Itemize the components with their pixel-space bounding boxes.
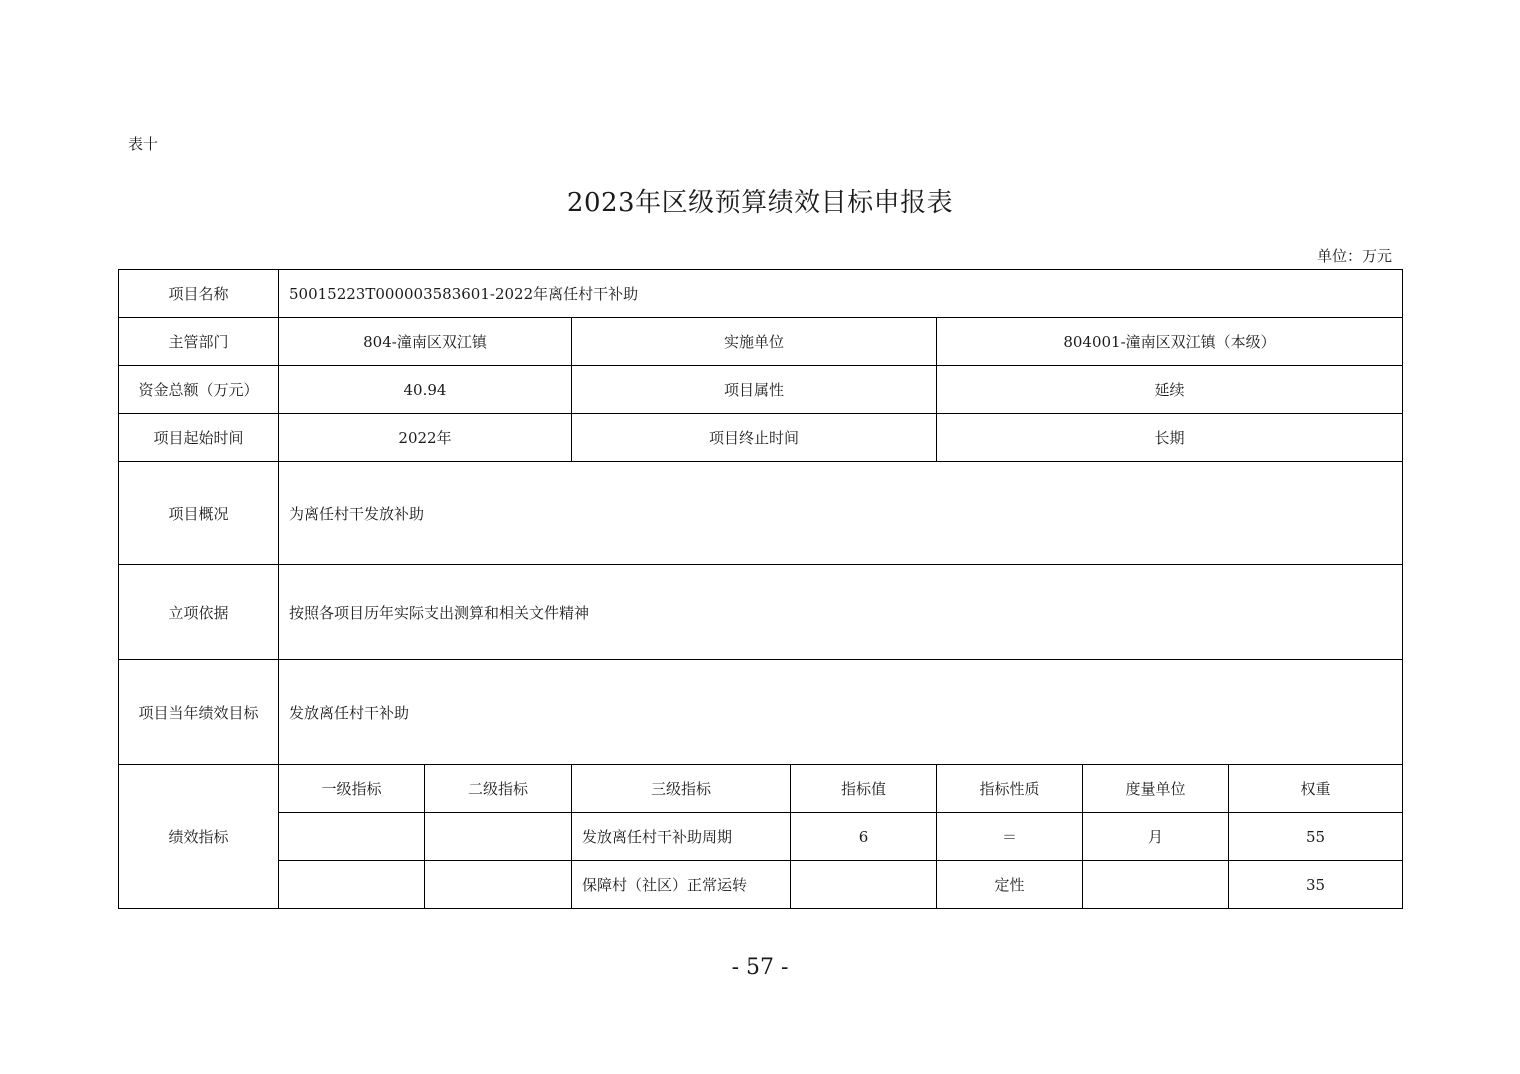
fund-total-label: 资金总额（万元） bbox=[119, 366, 279, 414]
row-funding bbox=[119, 366, 1403, 414]
row-department bbox=[119, 318, 1403, 366]
indicator-cell bbox=[791, 861, 937, 909]
row-overview bbox=[119, 462, 1403, 565]
indicator-row bbox=[119, 813, 1403, 861]
department-label: 主管部门 bbox=[119, 318, 279, 366]
row-period bbox=[119, 414, 1403, 462]
project-attribute-value: 延续 bbox=[937, 366, 1403, 414]
table-label: 表十 bbox=[128, 135, 159, 153]
indicator-header-cell: 二级指标 bbox=[425, 765, 572, 813]
indicator-cell bbox=[279, 813, 425, 861]
row-annual-goal bbox=[119, 660, 1403, 765]
budget-form-table bbox=[118, 269, 1403, 909]
indicator-cell: 定性 bbox=[937, 861, 1083, 909]
indicator-header-cell: 指标性质 bbox=[937, 765, 1083, 813]
indicator-cell: 发放离任村干补助周期 bbox=[572, 813, 791, 861]
indicator-cell: 月 bbox=[1083, 813, 1229, 861]
indicator-header-cell: 度量单位 bbox=[1083, 765, 1229, 813]
end-time-label: 项目终止时间 bbox=[572, 414, 937, 462]
indicator-cell: 保障村（社区）正常运转 bbox=[572, 861, 791, 909]
row-basis bbox=[119, 565, 1403, 660]
indicator-header-cell: 三级指标 bbox=[572, 765, 791, 813]
department-value: 804-潼南区双江镇 bbox=[279, 318, 572, 366]
basis-value: 按照各项目历年实际支出测算和相关文件精神 bbox=[279, 565, 1403, 660]
unit-label: 单位：万元 bbox=[1316, 247, 1392, 265]
annual-goal-value: 发放离任村干补助 bbox=[279, 660, 1403, 765]
implementing-unit-label: 实施单位 bbox=[572, 318, 937, 366]
start-time-value: 2022年 bbox=[279, 414, 572, 462]
indicator-cell bbox=[425, 813, 572, 861]
row-project-name bbox=[119, 270, 1403, 318]
project-name-value: 50015223T000003583601-2022年离任村干补助 bbox=[279, 270, 1403, 318]
indicator-header-cell: 指标值 bbox=[791, 765, 937, 813]
annual-goal-label: 项目当年绩效目标 bbox=[119, 660, 279, 765]
indicator-row bbox=[119, 861, 1403, 909]
implementing-unit-value: 804001-潼南区双江镇（本级） bbox=[937, 318, 1403, 366]
indicator-cell: 35 bbox=[1229, 861, 1403, 909]
indicator-header-cell: 一级指标 bbox=[279, 765, 425, 813]
indicator-header-cell: 权重 bbox=[1229, 765, 1403, 813]
start-time-label: 项目起始时间 bbox=[119, 414, 279, 462]
overview-value: 为离任村干发放补助 bbox=[279, 462, 1403, 565]
indicator-cell bbox=[1083, 861, 1229, 909]
indicator-cell: ＝ bbox=[937, 813, 1083, 861]
page-number: - 57 - bbox=[731, 955, 789, 980]
page-title: 2023年区级预算绩效目标申报表 bbox=[566, 188, 954, 218]
indicators-section-label: 绩效指标 bbox=[119, 765, 279, 909]
indicator-cell: 6 bbox=[791, 813, 937, 861]
indicator-cell bbox=[279, 861, 425, 909]
indicator-cell bbox=[425, 861, 572, 909]
project-attribute-label: 项目属性 bbox=[572, 366, 937, 414]
overview-label: 项目概况 bbox=[119, 462, 279, 565]
indicator-header-row bbox=[119, 765, 1403, 813]
end-time-value: 长期 bbox=[937, 414, 1403, 462]
fund-total-value: 40.94 bbox=[279, 366, 572, 414]
project-name-label: 项目名称 bbox=[119, 270, 279, 318]
basis-label: 立项依据 bbox=[119, 565, 279, 660]
indicator-cell: 55 bbox=[1229, 813, 1403, 861]
